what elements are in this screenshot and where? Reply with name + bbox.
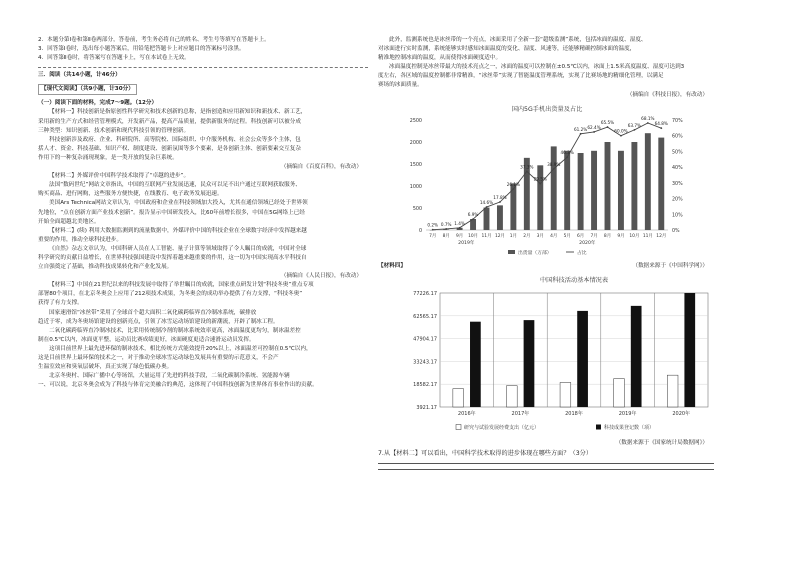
bar-tech-achievements [524, 320, 535, 407]
question-group-heading: （一）阅读下面的材料，完成7～9题。（12分） [38, 100, 158, 107]
material-2 [38, 172, 368, 281]
legend-label: 研究与试验发展经费支出（亿元） [464, 424, 540, 431]
paragraph-line: 北京冬奥村、国际广播中心等场馆，大量运用了先进的科技手段，二氧化碳制冷系统、氢能源车辆 [49, 373, 290, 380]
paragraph-line: 法国“数码世纪”网站文章指出，中国的互联网产业发展迅速，民众可以足不出户通过互联网获取服务、 [49, 182, 301, 189]
source-citation: （摘编自《人民日报》，有改动） [280, 273, 362, 280]
y-right-tick-label: 30% [672, 181, 683, 187]
y-tick-label: 3921.17 [416, 404, 437, 411]
source-citation: （数据来源于《中国科学网》） [632, 262, 708, 269]
section-heading: 三．阅读（共14小题，计46分） [38, 72, 121, 79]
paragraph-line: 国家速滑馆“冰丝带”采用了全球首个超大面积二氧化碳跨临界直冷制冰系统，碳排放 [49, 309, 257, 316]
x-tick-label: 11月 [481, 233, 492, 239]
y-left-tick-label: 2500 [409, 118, 422, 124]
bar [591, 150, 597, 229]
paragraph-line: 对冰面进行实时监测，系统能够实时感知冰面温度的变化、湿度、风速等，还能够精确控制冰面的温度， [378, 46, 636, 53]
data-label: 0.2% [427, 222, 439, 228]
paragraph-line: 【材料二】(续) 利用大数据监测到的流量数据中，外媒评价中国的科技企业在全球数字经济中发挥越来越 [49, 227, 307, 234]
y-right-tick-label: 70% [672, 118, 683, 124]
data-label: 14.6% [479, 199, 494, 205]
data-label: 6.9% [467, 211, 479, 217]
bar-tech-achievements [577, 311, 588, 407]
source-citation: （数据来源于《国家统计局数据网》） [615, 439, 708, 446]
paragraph-line: 精准地控制冰面的温度，从而使得冰面硬度适中。 [378, 55, 502, 62]
legend-swatch [596, 424, 601, 429]
note-line: 4．回答第Ⅱ卷时，将答案写在答题卡上，写在本试卷上无效。 [38, 55, 190, 62]
source-citation: （摘编自《百度百科》，有改动） [280, 164, 362, 171]
line-point [499, 201, 501, 203]
paragraph-line: 赛场的冰面质量。 [378, 82, 423, 89]
x-tick-label: 8月 [603, 233, 612, 239]
data-label: 17.8% [493, 194, 507, 200]
x-tick-label: 10月 [629, 233, 640, 239]
bar [631, 142, 637, 230]
bar [497, 205, 503, 230]
paragraph-line: 括人才、资金、科技基础、知识产权、制度建设、创新氛围等多个要素，是各创新主体、创新要素交互复杂 [38, 145, 301, 152]
line-point [633, 129, 635, 131]
line-point [539, 182, 541, 184]
question-7: 7.从【材料二】可以看出，中国科学技术取得的进步体现在哪些方面？（3分） [378, 449, 593, 457]
y-right-tick-label: 40% [672, 165, 683, 171]
y-left-tick-label: 1500 [409, 162, 422, 168]
year-label: 2019年 [458, 240, 475, 246]
line-point [580, 133, 582, 135]
data-label: 26.1% [506, 181, 521, 187]
line-point [566, 156, 568, 158]
data-label: 65.5% [600, 119, 615, 125]
bar-tech-achievements [470, 321, 481, 406]
bar-rd-expenditure [453, 388, 464, 406]
bar-rd-expenditure [560, 382, 571, 407]
paragraph-line: 三种类型：知识创新、技术创新和现代科技引领的管理创新。 [38, 127, 190, 134]
x-tick-label: 3月 [536, 233, 544, 239]
legend-swatch [456, 424, 461, 429]
material-label: 【材料四】 [378, 262, 406, 269]
data-label: 0.7% [440, 221, 452, 227]
x-tick-label: 12月 [494, 233, 505, 239]
line-point [553, 168, 555, 170]
divider [38, 67, 368, 68]
paragraph-line: 美国Ars Technica网站文章认为，中国政府和企业在科技领域加大投入，尤其在通信领域已经处于世界领 [49, 200, 308, 207]
x-tick-label: 2月 [523, 233, 531, 239]
y-left-tick-label: 500 [412, 206, 422, 212]
y-left-tick-label: 1000 [409, 184, 422, 190]
x-tick-label: 5月 [563, 233, 571, 239]
bar [564, 150, 570, 229]
bar [658, 137, 664, 229]
paragraph-line: 度左右，各区域的温度控制都非常精准，“冰丝带”实现了智能温度管理系统，实现了比赛场地的精细化管理，以满足 [378, 73, 664, 80]
paragraph-line: 采用新的生产方式和经营管理模式，开发新产品，提高产品质量，提供新服务的过程。科技创新可以被分成 [38, 118, 301, 125]
paragraph-line: 《自然》杂志文章认为，中国科研人员在人工智能、量子计算等领域取得了令人瞩目的成就，中国对全球 [49, 245, 307, 252]
x-tick-label: 7月 [429, 233, 437, 239]
y-tick-label: 33243.17 [413, 359, 437, 366]
chart1-material-label [378, 262, 714, 271]
paragraph-line: 重要的作用，推动全球科技进步。 [38, 236, 122, 243]
paragraph-line: 【材料三】中国在21世纪以来的科技发展中取得了举世瞩目的成就，国家重点研发计划“科技冬奥”重点专项 [49, 282, 314, 289]
data-label: 1.4% [454, 220, 465, 226]
bar [645, 133, 651, 230]
legend-label: 占比 [577, 250, 587, 256]
line-point [512, 188, 514, 190]
x-tick-label: 10月 [468, 233, 479, 239]
paragraph-line: 科学研究的贡献日益增长，在世界科技强国建设中发挥着越来越重要的作用，这一切为中国实现高水平科技自 [38, 254, 307, 261]
y-right-tick-label: 0% [672, 228, 680, 234]
chart-5g-shipments [378, 102, 714, 262]
x-tick-label: 2016年 [457, 410, 476, 417]
bar-tech-achievements [684, 293, 695, 407]
line-point [445, 228, 447, 230]
y-right-tick-label: 10% [672, 212, 683, 218]
paragraph-line: 作用下的一种复杂涌现现象，是一类开放的复杂巨系统。 [38, 154, 178, 161]
paragraph-line: 二氧化碳跨临界直冷制冰技术，比采用传统制冷剂的制冰系统效率更高，冰面温度更均匀，制冰温差控 [49, 327, 301, 334]
bar-tech-achievements [631, 306, 642, 407]
x-tick-label: 7月 [590, 233, 598, 239]
paragraph-line: 生温室效应和臭氧层破坏，真正实现了绿色低碳办奥。 [38, 364, 173, 371]
bar [578, 153, 584, 230]
paragraph-line: 一、可以说，北京冬奥会成为了科技与体育完美融合的典范，这体现了中国科技创新为世界体育事业作出的贡献。 [38, 382, 318, 389]
answer-line[interactable] [378, 463, 714, 464]
legend-label: 出货量（万部） [518, 250, 552, 256]
chart-title: 国内5G手机出货量及占比 [511, 105, 583, 113]
data-label: 38.9% [547, 161, 561, 167]
bar-rd-expenditure [667, 375, 678, 407]
paragraph-line: 科技创新涉及政府、企业、科研院所、高等院校、国际组织、中介服务机构、社会公众等多个主体，包 [49, 136, 301, 143]
bar [510, 183, 516, 230]
paragraph-line: 购买商品、进行网购，这些服务方便快捷，在线教育、电子政务发展迅速。 [38, 191, 223, 198]
note-line: 2．本题分第Ⅰ卷和第Ⅱ卷两部分，答卷前，考生务必将自己的姓名、考生号等填写在答题卡上。 [38, 37, 270, 43]
x-tick-label: 6月 [577, 233, 585, 239]
data-label: 60.0% [614, 128, 628, 134]
data-label: 64.8% [654, 120, 668, 126]
left-column [38, 36, 368, 390]
chart-title: 中国科技活动基本情况表 [539, 276, 609, 284]
y-right-tick-label: 50% [672, 150, 683, 156]
chart-tech-activities [378, 273, 714, 439]
line-point [593, 131, 595, 133]
x-tick-label: 9月 [617, 233, 625, 239]
y-tick-label: 18582.17 [413, 381, 437, 388]
modern-heading: 【现代文阅读】（共9小题，计30分） [38, 84, 137, 95]
paragraph-line: 【材料二】外媒评价中国科学技术取得了“卓越的进步”。 [49, 173, 190, 180]
paragraph-line: 开始全面超越北美地区。 [38, 218, 100, 225]
data-label: 63.7% [627, 122, 642, 128]
note-line: 3．回答第Ⅰ卷时，选出每小题答案后，用铅笔把答题卡上对应题目的答案标号涂黑。 [38, 46, 245, 53]
line-point [660, 127, 662, 129]
x-tick-label: 11月 [642, 233, 653, 239]
bar [537, 165, 543, 230]
bar [551, 146, 557, 230]
x-tick-label: 9月 [456, 233, 464, 239]
bar-rd-expenditure [614, 378, 625, 406]
line-point [459, 227, 461, 229]
paragraph-line: 部署80个项目，在北京冬奥会上应用了212项技术成果，为冬奥会的成功举办提供了有力支撑，“科技冬奥” [38, 291, 303, 298]
line-point [607, 126, 609, 128]
answer-line[interactable] [378, 469, 714, 470]
paragraph-line: 【材料一】科技创新是指原创性科学研究和技术创新的总称，是指创造和应用新知识和新技术、新工艺， [49, 109, 307, 116]
paragraph-line: 立自强奠定了基础，推动科技成果转化和产业化发展。 [38, 264, 173, 271]
x-tick-label: 2018年 [565, 410, 583, 417]
bar [618, 150, 624, 229]
paragraph-line: 制在0.5℃以内，冰面更平整，运动员比赛成绩更好，冰面硬度更适合速滑运动员发挥。 [38, 336, 255, 343]
data-label: 61.2% [573, 126, 588, 132]
line-point [472, 218, 474, 220]
paragraph-line: 趋近于零，成为冬奥场馆建设的创新亮点，引领了冰雪运动场馆建设的新潮流，开辟了制冰工程。 [38, 318, 279, 325]
legend-swatch-bar [508, 250, 515, 254]
line-point [432, 228, 434, 230]
legend-label: 科技成果登记数（项） [604, 424, 655, 431]
paragraph-line: 先地位，“点在创新方面产业技术创新”。报告显示中国研发投入，比60年前增长很多，中国在5G网络上已经 [38, 209, 305, 216]
material-3 [38, 281, 368, 390]
x-tick-label: 8月 [442, 233, 450, 239]
year-label: 2020年 [579, 240, 596, 246]
x-tick-label: 4月 [550, 233, 558, 239]
data-label: 29.5% [533, 176, 547, 182]
bar [484, 207, 490, 229]
y-left-tick-label: 2000 [409, 140, 422, 146]
bar [605, 142, 611, 230]
y-left-tick-label: 0 [418, 228, 422, 234]
line-point [486, 206, 488, 208]
line-point [526, 170, 528, 172]
material-1 [38, 108, 368, 172]
right-column [378, 36, 714, 475]
y-right-tick-label: 60% [672, 134, 683, 140]
y-tick-label: 77226.17 [413, 290, 437, 297]
x-tick-label: 2017年 [511, 410, 530, 417]
data-label: 68.1% [641, 115, 655, 121]
data-label: 62.4% [587, 124, 601, 130]
x-tick-label: 12月 [656, 233, 667, 239]
x-tick-label: 1月 [509, 233, 517, 239]
y-tick-label: 47904.17 [413, 336, 437, 343]
data-label: 37.3% [520, 164, 534, 170]
line-point [620, 134, 622, 136]
y-tick-label: 62565.17 [413, 313, 437, 320]
x-tick-label: 2019年 [618, 410, 637, 417]
paragraph-line: 此外，监测系统也是冰丝带的一个亮点，冰面采用了全新一套“超级监测”系统，包括冰面的温度、湿度、 [389, 37, 647, 43]
y-right-tick-label: 20% [672, 197, 683, 203]
paragraph-line: 这项目前世界上最先进环保的制冰技术，相比传统方式能效提升20%以上，冰面温差可控制在0.5℃以内， [49, 345, 312, 352]
bar-rd-expenditure [506, 385, 517, 406]
x-tick-label: 2020年 [672, 410, 691, 417]
paragraph-line: 这是目前世界上最环保的技术之一，对于推动全球冰雪运动绿色发展具有重要的示范意义，不会产 [38, 355, 279, 361]
data-label: 46.3% [560, 149, 574, 155]
line-point [647, 122, 649, 124]
paragraph-line: 获得了有力支撑。 [38, 300, 83, 307]
source-citation: （摘编自《科技日报》，有改动） [626, 91, 708, 98]
paragraph-line: 冰面温度控制是冰丝带最大的技术亮点之一，冰面的温度可以控制在±0.5℃以内，冰面上1.5米高度温度、湿度可达到3 [389, 64, 685, 71]
